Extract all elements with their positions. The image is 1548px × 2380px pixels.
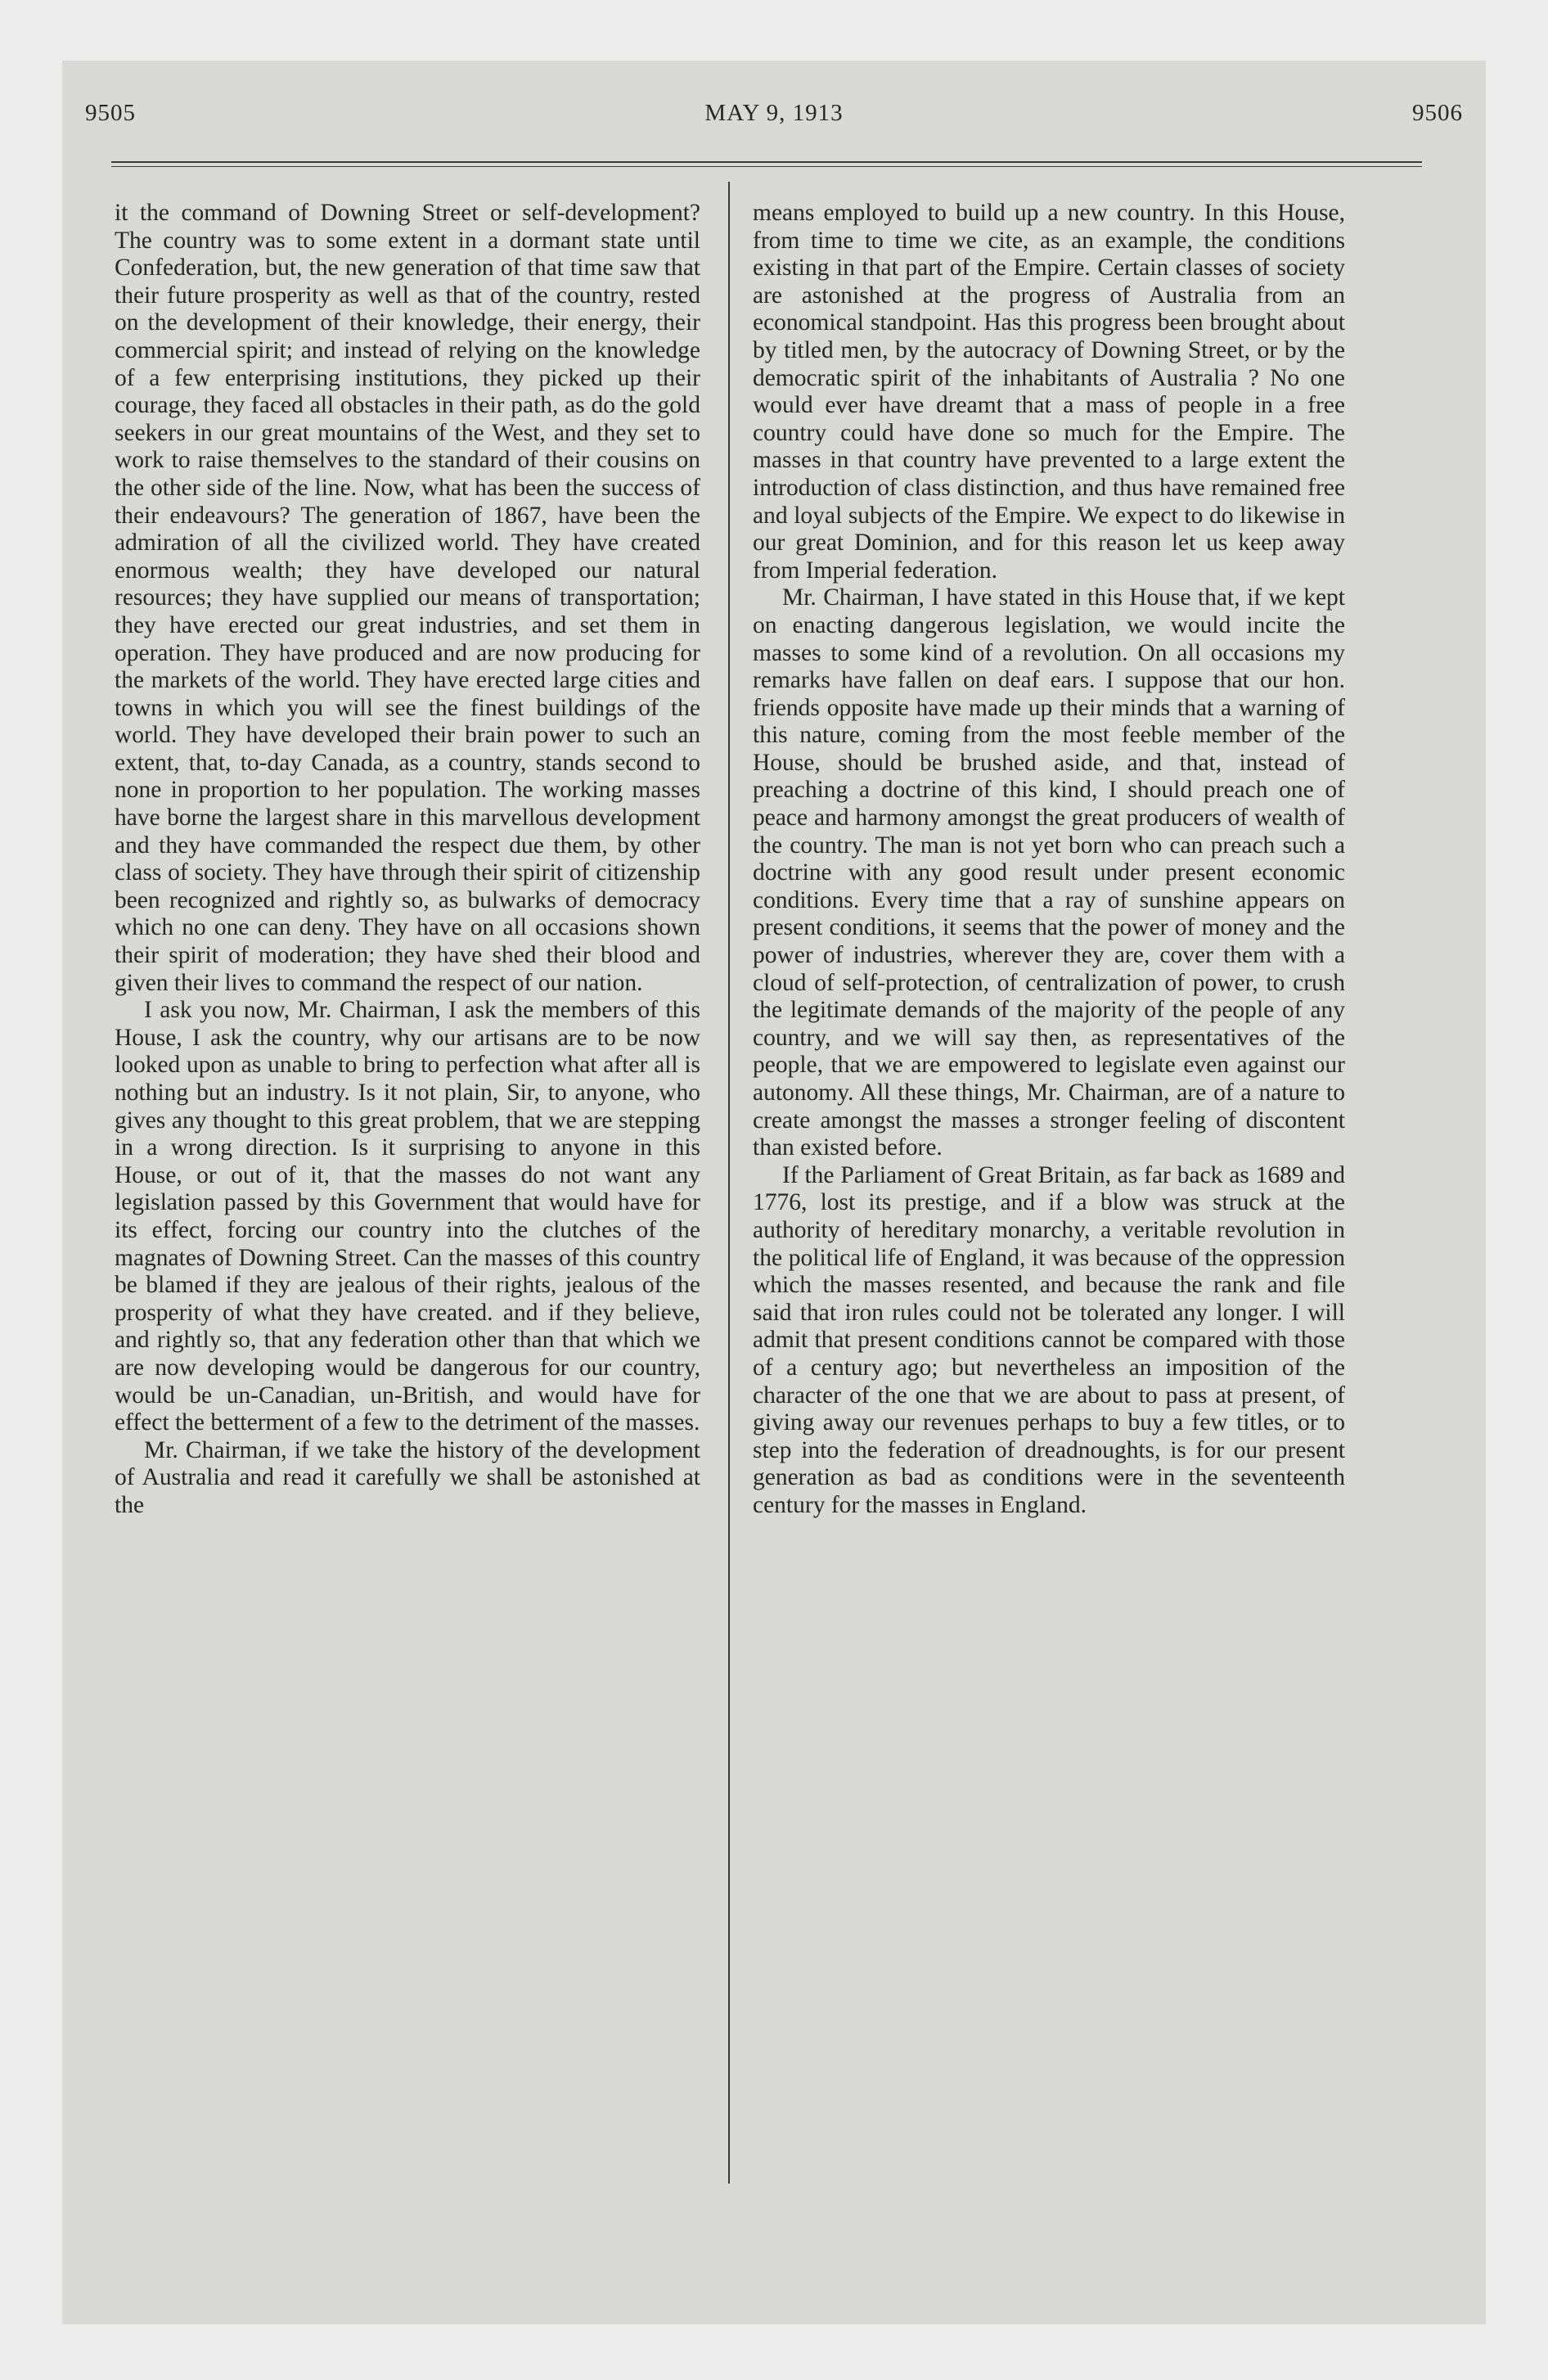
header-rule [111, 161, 1422, 167]
paragraph: I ask you now, Mr. Chairman, I ask the members of this House, I ask the country, why our artisans are to be now looked upon as unable to bring to perfection what after all is nothing but an industry. Is it not plain, Sir, to anyone, who gives any thought to this great problem, that we are stepping in a wrong direction. Is it surprising to anyone in this House, or out of it, that the masses do not want any legislation passed by this Government that would have for its effect, forcing our country into the clutches of the magnates of Downing Street. Can the masses of this country be blamed if they are jealous of their rights, jealous of the prosperity of what they have created. and if they believe, and rightly so, that any federation other than that which we are now developing would be dangerous for our country, would be un-Canadian, un-British, and would have for effect the betterment of a few to the detriment of the masses. [115, 997, 700, 1436]
page-number-left: 9505 [85, 100, 136, 126]
paragraph: Mr. Chairman, if we take the history of the development of Australia and read it carefully we shall be astonished at the [115, 1436, 700, 1518]
left-column [115, 200, 700, 1520]
paragraph: Mr. Chairman, I have stated in this House that, if we kept on enacting dangerous legislation, we would incite the masses to some kind of a revolution. On all occasions my remarks have fallen on deaf ears. I suppose that our hon. friends opposite have made up their minds that a warning of this nature, coming from the most feeble member of the House, should be brushed aside, and that, instead of preaching a doctrine of this kind, I should preach one of peace and harmony amongst the great producers of wealth of the country. The man is not yet born who can preach such a doctrine with any good result under present economic conditions. Every time that a ray of sunshine appears on present conditions, it seems that the power of money and the power of industries, wherever they are, cover them with a cloud of self-protection, of centralization of power, to crush the legitimate demands of the majority of the people of any country, and we will say then, as representatives of the people, that we are empowered to legislate even against our autonomy. All these things, Mr. Chairman, are of a nature to create amongst the masses a stronger feeling of discontent than existed before. [753, 584, 1345, 1161]
page-number-right: 9506 [1412, 100, 1463, 126]
paragraph: it the command of Downing Street or self-development? The country was to some extent in a dormant state until Confederation, but, the new generation of that time saw that their future prosperity as well as that of the country, rested on the development of their knowledge, their energy, their commercial spirit; and instead of relying on the knowledge of a few enterprising institutions, they picked up their courage, they faced all obstacles in their path, as do the gold seekers in our great mountains of the West, and they set to work to raise themselves to the standard of their cousins on the other side of the line. Now, what has been the success of their endeavours? The generation of 1867, have been the admiration of all the civilized world. They have created enormous wealth; they have developed our natural resources; they have supplied our means of transportation; they have erected our great industries, and set them in operation. They have produced and are now producing for the markets of the world. They have erected large cities and towns in which you will see the finest buildings of the world. They have developed their brain power to such an extent, that, to-day Canada, as a country, stands second to none in proportion to her population. The working masses have borne the largest share in this marvellous development and they have commanded the respect due them, by other class of society. They have through their spirit of citizenship been recognized and rightly so, as bulwarks of democracy which no one can deny. They have on all occasions shown their spirit of moderation; they have shed their blood and given their lives to command the respect of our nation. [115, 200, 700, 996]
column-divider [728, 182, 730, 2184]
page-date: MAY 9, 1913 [704, 100, 844, 126]
paragraph: If the Parliament of Great Britain, as far back as 1689 and 1776, lost its prestige, and if a blow was struck at the authority of hereditary monarchy, a veritable revolution in the political life of England, it was because of the oppression which the masses resented, and because the rank and file said that iron rules could not be tolerated any longer. I will admit that present conditions cannot be compared with those of a century ago; but nevertheless an imposition of the character of the one that we are about to pass at present, of giving away our revenues perhaps to buy a few titles, or to step into the federation of dreadnoughts, is for our present generation as bad as conditions were in the seventeenth century for the masses in England. [753, 1161, 1345, 1518]
right-column [753, 200, 1345, 1520]
paragraph: means employed to build up a new country. In this House, from time to time we cite, as an example, the conditions existing in that part of the Empire. Certain classes of society are astonished at the progress of Australia from an economical standpoint. Has this progress been brought about by titled men, by the autocracy of Downing Street, or by the democratic spirit of the inhabitants of Australia ? No one would ever have dreamt that a mass of people in a free country could have done so much for the Empire. The masses in that country have prevented to a large extent the introduction of class distinction, and thus have remained free and loyal subjects of the Empire. We expect to do likewise in our great Dominion, and for this reason let us keep away from Imperial federation. [753, 200, 1345, 584]
